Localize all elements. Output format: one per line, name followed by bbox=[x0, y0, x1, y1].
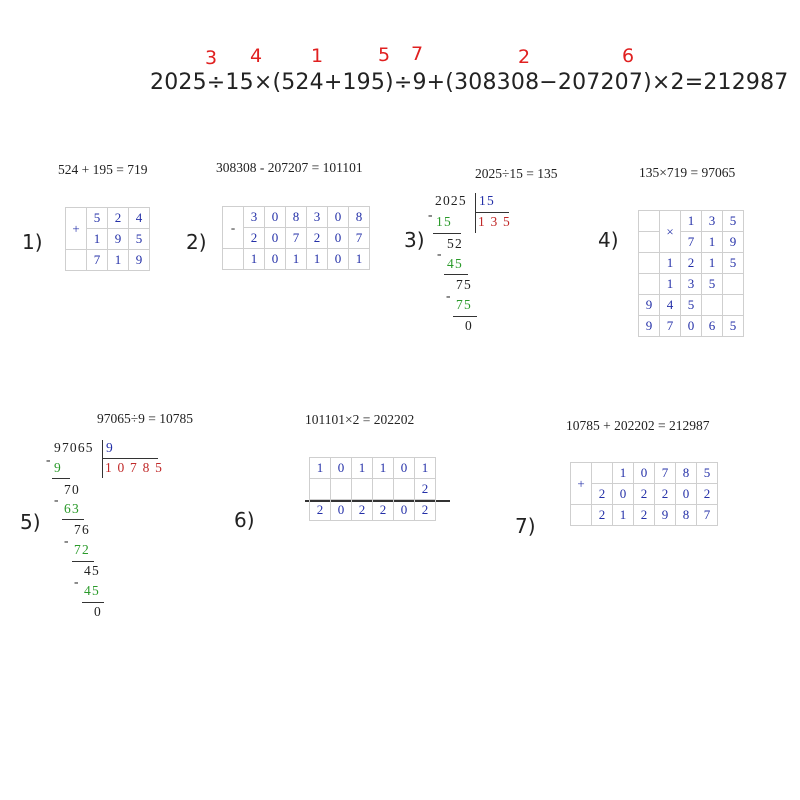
step-5-number: 5) bbox=[20, 510, 41, 534]
partial-digit: 2 bbox=[681, 253, 702, 274]
partial-digit: 1 bbox=[660, 253, 681, 274]
digit: 2 bbox=[307, 228, 328, 249]
result-digit: 9 bbox=[129, 250, 150, 271]
remainder: 75 bbox=[456, 277, 472, 292]
result-digit: 7 bbox=[87, 250, 108, 271]
order-marker-4: 5 bbox=[378, 44, 391, 66]
digit: 1 bbox=[310, 458, 331, 479]
empty-cell bbox=[352, 479, 373, 500]
step-2-number: 2) bbox=[186, 230, 207, 254]
empty-cell bbox=[723, 274, 744, 295]
result-digit: 1 bbox=[108, 250, 129, 271]
subtrahend: 63 bbox=[64, 501, 80, 516]
minus-sign: - bbox=[223, 207, 244, 249]
digit: 1 bbox=[352, 458, 373, 479]
minus-sign: - bbox=[437, 246, 443, 261]
digit: 0 bbox=[265, 228, 286, 249]
step-6-multiplication-grid bbox=[309, 457, 436, 521]
result-digit: 1 bbox=[613, 505, 634, 526]
digit: 5 bbox=[697, 463, 718, 484]
digit: 1 bbox=[373, 458, 394, 479]
empty-cell bbox=[592, 463, 613, 484]
order-marker-5: 7 bbox=[411, 43, 424, 65]
subtrahend: 72 bbox=[74, 542, 90, 557]
result-digit: 5 bbox=[723, 316, 744, 337]
digit: 0 bbox=[676, 484, 697, 505]
empty-cell bbox=[310, 479, 331, 500]
digit: 0 bbox=[331, 458, 352, 479]
step-7-caption: 10785 + 202202 = 212987 bbox=[566, 418, 710, 433]
partial-digit: 4 bbox=[660, 295, 681, 316]
remainder: 0 bbox=[94, 604, 102, 619]
result-digit: 2 bbox=[352, 500, 373, 521]
partial-digit: 5 bbox=[723, 253, 744, 274]
digit: 1 bbox=[415, 458, 436, 479]
result-digit: 0 bbox=[331, 500, 352, 521]
minus-sign: - bbox=[74, 574, 80, 589]
result-digit: 0 bbox=[681, 316, 702, 337]
digit: 2 bbox=[592, 484, 613, 505]
digit: 9 bbox=[723, 232, 744, 253]
result-digit: 7 bbox=[660, 316, 681, 337]
result-digit: 1 bbox=[286, 249, 307, 270]
subtrahend: 45 bbox=[447, 256, 463, 271]
digit: 1 bbox=[681, 211, 702, 232]
subtraction-line bbox=[444, 274, 468, 275]
step-2-subtraction-grid bbox=[222, 206, 370, 270]
result-digit: 1 bbox=[349, 249, 370, 270]
remainder: 52 bbox=[447, 236, 463, 251]
result-digit: 1 bbox=[307, 249, 328, 270]
subtraction-line bbox=[62, 519, 84, 520]
digit: 1 bbox=[702, 232, 723, 253]
step-2-caption: 308308 - 207207 = 101101 bbox=[216, 160, 363, 175]
step-3-caption: 2025÷15 = 135 bbox=[475, 166, 558, 181]
remainder: 76 bbox=[74, 522, 90, 537]
digit: 0 bbox=[265, 207, 286, 228]
digit: 8 bbox=[676, 463, 697, 484]
minus-sign: - bbox=[46, 452, 52, 467]
subtrahend: 15 bbox=[436, 214, 452, 229]
order-marker-6: 2 bbox=[518, 46, 531, 68]
multiplier-digit: 2 bbox=[415, 479, 436, 500]
divisor: 9 bbox=[106, 440, 114, 455]
step-7-number: 7) bbox=[515, 514, 536, 538]
plus-sign: + bbox=[571, 463, 592, 505]
minus-sign: - bbox=[428, 207, 434, 222]
subtraction-line bbox=[453, 316, 477, 317]
divisor: 15 bbox=[479, 193, 495, 208]
result-digit: 0 bbox=[394, 500, 415, 521]
digit: 2 bbox=[108, 208, 129, 229]
dividend: 2025 bbox=[435, 193, 467, 208]
subtrahend: 75 bbox=[456, 297, 472, 312]
partial-digit: 5 bbox=[681, 295, 702, 316]
remainder: 70 bbox=[64, 482, 80, 497]
remainder: 0 bbox=[465, 318, 473, 333]
empty-cell bbox=[639, 232, 660, 253]
step-4-number: 4) bbox=[598, 228, 619, 252]
digit: 2 bbox=[697, 484, 718, 505]
digit: 1 bbox=[613, 463, 634, 484]
partial-digit: 9 bbox=[639, 295, 660, 316]
subtrahend: 45 bbox=[84, 583, 100, 598]
digit: 3 bbox=[244, 207, 265, 228]
step-1-caption: 524 + 195 = 719 bbox=[58, 162, 148, 177]
digit: 0 bbox=[328, 228, 349, 249]
digit: 1 bbox=[87, 229, 108, 250]
digit: 8 bbox=[286, 207, 307, 228]
division-bar-vertical bbox=[102, 440, 103, 478]
division-bar-vertical bbox=[475, 193, 476, 233]
result-digit: 9 bbox=[639, 316, 660, 337]
minus-sign: - bbox=[64, 533, 70, 548]
partial-digit: 3 bbox=[681, 274, 702, 295]
division-bar-horizontal bbox=[475, 212, 509, 213]
digit: 4 bbox=[129, 208, 150, 229]
subtraction-line bbox=[52, 478, 70, 479]
minus-sign: - bbox=[446, 288, 452, 303]
digit: 5 bbox=[129, 229, 150, 250]
digit: 0 bbox=[613, 484, 634, 505]
empty-cell bbox=[331, 479, 352, 500]
empty-cell bbox=[723, 295, 744, 316]
result-digit: 0 bbox=[265, 249, 286, 270]
step-7-addition-grid bbox=[570, 462, 718, 526]
step-1-addition-grid bbox=[65, 207, 150, 271]
subtraction-line bbox=[82, 602, 104, 603]
result-digit: 9 bbox=[655, 505, 676, 526]
result-digit: 2 bbox=[310, 500, 331, 521]
step-4-multiplication-grid bbox=[638, 210, 744, 337]
digit: 3 bbox=[307, 207, 328, 228]
empty-cell bbox=[639, 253, 660, 274]
partial-digit: 5 bbox=[702, 274, 723, 295]
empty-cell bbox=[373, 479, 394, 500]
order-marker-2: 4 bbox=[250, 45, 263, 67]
result-digit: 2 bbox=[634, 505, 655, 526]
digit: 7 bbox=[349, 228, 370, 249]
empty-cell bbox=[702, 295, 723, 316]
result-digit: 0 bbox=[328, 249, 349, 270]
step-6-number: 6) bbox=[234, 508, 255, 532]
result-digit: 2 bbox=[373, 500, 394, 521]
digit: 0 bbox=[394, 458, 415, 479]
empty-cell bbox=[639, 211, 660, 232]
dividend: 97065 bbox=[54, 440, 94, 455]
digit: 5 bbox=[87, 208, 108, 229]
digit: 7 bbox=[286, 228, 307, 249]
main-expression: 2025÷15×(524+195)÷9+(308308−207207)×2=212987 bbox=[150, 70, 789, 95]
step-4-caption: 135×719 = 97065 bbox=[639, 165, 736, 180]
empty-cell bbox=[639, 274, 660, 295]
remainder: 45 bbox=[84, 563, 100, 578]
minus-sign: - bbox=[54, 492, 60, 507]
order-marker-3: 1 bbox=[311, 45, 324, 67]
quotient: 1 0 7 8 5 bbox=[105, 460, 164, 475]
result-digit: 7 bbox=[697, 505, 718, 526]
digit: 2 bbox=[244, 228, 265, 249]
order-marker-1: 3 bbox=[205, 47, 218, 69]
step-1-number: 1) bbox=[22, 230, 43, 254]
digit: 0 bbox=[328, 207, 349, 228]
step-3-number: 3) bbox=[404, 228, 425, 252]
digit: 8 bbox=[349, 207, 370, 228]
result-digit: 8 bbox=[676, 505, 697, 526]
subtraction-line bbox=[433, 233, 461, 234]
digit: 5 bbox=[723, 211, 744, 232]
result-digit: 1 bbox=[244, 249, 265, 270]
step-6-caption: 101101×2 = 202202 bbox=[305, 412, 415, 427]
subtraction-line bbox=[72, 561, 94, 562]
digit: 7 bbox=[655, 463, 676, 484]
digit: 0 bbox=[634, 463, 655, 484]
result-digit: 6 bbox=[702, 316, 723, 337]
digit: 9 bbox=[108, 229, 129, 250]
order-marker-7: 6 bbox=[622, 45, 635, 67]
partial-digit: 1 bbox=[702, 253, 723, 274]
digit: 7 bbox=[681, 232, 702, 253]
empty-cell bbox=[394, 479, 415, 500]
plus-sign: + bbox=[66, 208, 87, 250]
digit: 2 bbox=[655, 484, 676, 505]
partial-digit: 1 bbox=[660, 274, 681, 295]
result-digit: 2 bbox=[415, 500, 436, 521]
result-digit: 2 bbox=[592, 505, 613, 526]
times-sign: × bbox=[660, 211, 681, 253]
digit: 2 bbox=[634, 484, 655, 505]
subtrahend: 9 bbox=[54, 460, 62, 475]
empty-cell bbox=[223, 249, 244, 270]
quotient: 1 3 5 bbox=[478, 214, 511, 229]
empty-cell bbox=[66, 250, 87, 271]
digit: 3 bbox=[702, 211, 723, 232]
step-5-caption: 97065÷9 = 10785 bbox=[97, 411, 194, 426]
empty-cell bbox=[571, 505, 592, 526]
division-bar-horizontal bbox=[102, 458, 158, 459]
